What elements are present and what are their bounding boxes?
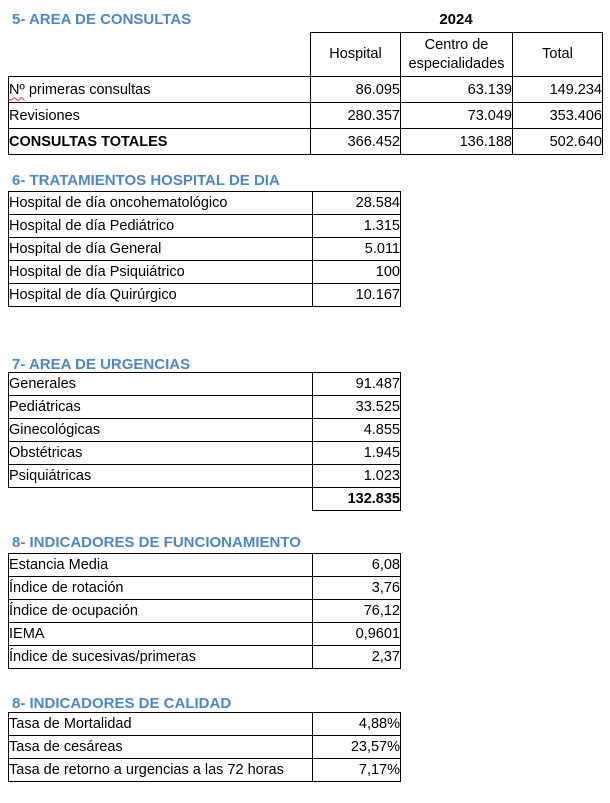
misspelled-word: Nº bbox=[9, 81, 25, 98]
row-label: Psiquiátricas bbox=[9, 465, 313, 488]
row-label: Obstétricas bbox=[9, 442, 313, 465]
table-row-revisiones bbox=[9, 103, 603, 129]
row-label: CONSULTAS TOTALES bbox=[9, 129, 311, 155]
row-label-text: primeras consultas bbox=[28, 81, 151, 98]
cell-total: 149.234 bbox=[513, 77, 603, 103]
urgencias-total-value: 132.835 bbox=[313, 488, 401, 511]
table-row bbox=[9, 442, 401, 465]
cell-total: 502.640 bbox=[513, 129, 603, 155]
table-row bbox=[9, 600, 401, 623]
row-label: Índice de rotación bbox=[9, 577, 313, 600]
row-label: Índice de sucesivas/primeras bbox=[9, 646, 313, 669]
row-label: IEMA bbox=[9, 623, 313, 646]
row-label: Ginecológicas bbox=[9, 419, 313, 442]
empty-corner-cell bbox=[9, 33, 311, 77]
section-title-hospital-dia: 6- TRATAMIENTOS HOSPITAL DE DIA bbox=[12, 172, 280, 189]
row-value: 23,57% bbox=[313, 736, 401, 759]
row-label: Revisiones bbox=[9, 103, 311, 129]
row-value: 3,76 bbox=[313, 577, 401, 600]
row-label: Estancia Media bbox=[9, 554, 313, 577]
row-label: Hospital de día Quirúrgico bbox=[9, 284, 313, 307]
column-header-hospital: Hospital bbox=[311, 33, 401, 77]
empty-cell bbox=[9, 488, 313, 511]
row-label: Tasa de retorno a urgencias a las 72 horas bbox=[9, 759, 313, 782]
section-title-consultas: 5- AREA DE CONSULTAS bbox=[12, 11, 192, 28]
cell-centro: 63.139 bbox=[401, 77, 513, 103]
row-value: 7,17% bbox=[313, 759, 401, 782]
table-row-consultas-totales bbox=[9, 129, 603, 155]
table-row bbox=[9, 419, 401, 442]
table-row bbox=[9, 215, 401, 238]
section-title-funcionamiento: 8- INDICADORES DE FUNCIONAMIENTO bbox=[12, 534, 301, 551]
section-title-calidad: 8- INDICADORES DE CALIDAD bbox=[12, 695, 232, 712]
cell-hospital: 366.452 bbox=[311, 129, 401, 155]
row-label: Hospital de día General bbox=[9, 238, 313, 261]
row-label: Hospital de día Psiquiátrico bbox=[9, 261, 313, 284]
section-title-urgencias: 7- AREA DE URGENCIAS bbox=[12, 356, 191, 373]
cell-centro: 136.188 bbox=[401, 129, 513, 155]
funcionamiento-table bbox=[8, 553, 401, 669]
cell-centro: 73.049 bbox=[401, 103, 513, 129]
row-value: 2,37 bbox=[313, 646, 401, 669]
hospital-dia-table bbox=[8, 191, 401, 307]
table-row bbox=[9, 284, 401, 307]
column-header-total: Total bbox=[513, 33, 603, 77]
table-row bbox=[9, 759, 401, 782]
table-row bbox=[9, 192, 401, 215]
cell-total: 353.406 bbox=[513, 103, 603, 129]
table-row-total bbox=[9, 488, 401, 511]
table-row bbox=[9, 736, 401, 759]
table-row bbox=[9, 261, 401, 284]
table-row bbox=[9, 623, 401, 646]
consultas-table bbox=[8, 32, 603, 155]
urgencias-table bbox=[8, 372, 401, 511]
row-label bbox=[9, 77, 311, 103]
column-header-centro-especialidades: Centro de especialidades bbox=[401, 33, 513, 77]
row-value: 28.584 bbox=[313, 192, 401, 215]
row-label: Pediátricas bbox=[9, 396, 313, 419]
row-value: 4,88% bbox=[313, 713, 401, 736]
table-row bbox=[9, 713, 401, 736]
year-header: 2024 bbox=[439, 11, 473, 28]
table-row bbox=[9, 554, 401, 577]
row-value: 91.487 bbox=[313, 373, 401, 396]
table-row-primeras-consultas bbox=[9, 77, 603, 103]
row-value: 10.167 bbox=[313, 284, 401, 307]
row-value: 6,08 bbox=[313, 554, 401, 577]
consultas-header-row bbox=[9, 33, 603, 77]
row-label: Hospital de día oncohematológico bbox=[9, 192, 313, 215]
row-value: 33.525 bbox=[313, 396, 401, 419]
table-row bbox=[9, 238, 401, 261]
calidad-table bbox=[8, 712, 401, 782]
row-value: 1.315 bbox=[313, 215, 401, 238]
row-label: Tasa de cesáreas bbox=[9, 736, 313, 759]
row-value: 1.945 bbox=[313, 442, 401, 465]
row-value: 4.855 bbox=[313, 419, 401, 442]
row-value: 100 bbox=[313, 261, 401, 284]
cell-hospital: 86.095 bbox=[311, 77, 401, 103]
row-label: Índice de ocupación bbox=[9, 600, 313, 623]
table-row bbox=[9, 646, 401, 669]
table-row bbox=[9, 577, 401, 600]
row-label: Hospital de día Pediátrico bbox=[9, 215, 313, 238]
row-value: 0,9601 bbox=[313, 623, 401, 646]
row-value: 1.023 bbox=[313, 465, 401, 488]
cell-hospital: 280.357 bbox=[311, 103, 401, 129]
row-value: 5.011 bbox=[313, 238, 401, 261]
row-label: Generales bbox=[9, 373, 313, 396]
table-row bbox=[9, 373, 401, 396]
table-row bbox=[9, 396, 401, 419]
row-value: 76,12 bbox=[313, 600, 401, 623]
table-row bbox=[9, 465, 401, 488]
row-label: Tasa de Mortalidad bbox=[9, 713, 313, 736]
